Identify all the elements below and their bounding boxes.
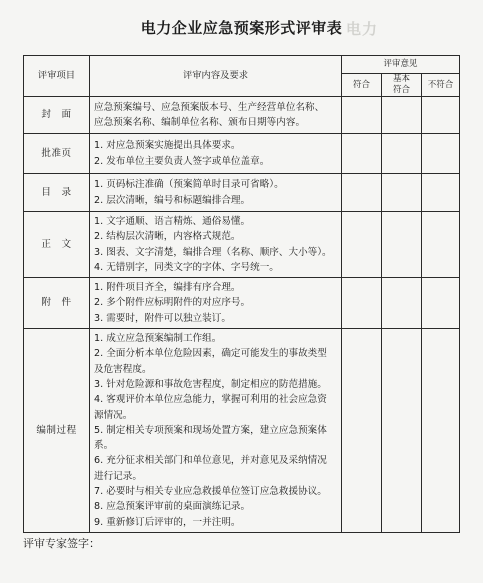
basic-conform-cell[interactable]: [382, 134, 422, 174]
row-item: 正 文: [24, 212, 90, 278]
conform-cell[interactable]: [342, 212, 382, 278]
form-title: 电力企业应急预案形式评审表: [140, 19, 343, 37]
header-item: 评审项目: [24, 56, 90, 97]
row-item: 封 面: [24, 97, 90, 134]
basic-conform-cell[interactable]: [382, 212, 422, 278]
basic-conform-cell[interactable]: [382, 174, 422, 212]
not-conform-cell[interactable]: [422, 329, 460, 533]
row-content: 1. 附件项目齐全，编排有序合理。 2. 多个附件应标明附件的对应序号。 3. 需要时，附件可以独立装订。: [90, 278, 342, 329]
basic-conform-cell[interactable]: [382, 329, 422, 533]
row-item: 附 件: [24, 278, 90, 329]
table-row: [24, 97, 460, 134]
header-conform: 符合: [342, 74, 382, 97]
row-item: 目 录: [24, 174, 90, 212]
review-table: [23, 55, 460, 533]
header-row: [24, 56, 460, 74]
table-row: [24, 329, 460, 533]
header-not-conform: 不符合: [422, 74, 460, 97]
row-content: 应急预案编号、应急预案版本号、生产经营单位名称、 应急预案名称、编制单位名称、颁布日期等内容。: [90, 97, 342, 134]
basic-conform-cell[interactable]: [382, 278, 422, 329]
table-row: [24, 278, 460, 329]
row-content: 1. 页码标注准确（预案简单时目录可省略）。 2. 层次清晰，编号和标题编排合理。: [90, 174, 342, 212]
not-conform-cell[interactable]: [422, 134, 460, 174]
header-content: 评审内容及要求: [90, 56, 342, 97]
basic-conform-cell[interactable]: [382, 97, 422, 134]
bleed-through-text: 电力: [346, 20, 379, 38]
signature-label: 评审专家签字：: [23, 537, 100, 550]
row-item: 批准页: [24, 134, 90, 174]
header-basic-conform: 基本符合: [382, 74, 422, 97]
not-conform-cell[interactable]: [422, 97, 460, 134]
conform-cell[interactable]: [342, 329, 382, 533]
conform-cell[interactable]: [342, 278, 382, 329]
row-content: 1. 成立应急预案编制工作组。 2. 全面分析本单位危险因素，确定可能发生的事故类型及危害程度。 3. 针对危险源和事故危害程度，制定相应的防范措施。 4. 客观评价本单位应急能力，掌握可利用的社会应急资源情况。 5. 制定相关专项预案和现场处置方案，建立应急预案体系。 6. 充分征求相关部门和单位意见，并对意见及采纳情况进行记录。 7. 必要时与相关专业应急救援单位签订应急救援协议。 8. 应急预案评审前的桌面演练记录。 9. 重新修订后评审的，一并注明。: [90, 329, 342, 533]
table-row: [24, 174, 460, 212]
header-opinion: 评审意见: [342, 56, 460, 74]
table-row: [24, 134, 460, 174]
table-row: [24, 212, 460, 278]
conform-cell[interactable]: [342, 97, 382, 134]
not-conform-cell[interactable]: [422, 174, 460, 212]
row-content: 1. 文字通顺、语言精炼、通俗易懂。 2. 结构层次清晰，内容格式规范。 3. 图表、文字清楚，编排合理（名称、顺序、大小等）。 4. 无错别字，同类文字的字体、字号统一。: [90, 212, 342, 278]
conform-cell[interactable]: [342, 174, 382, 212]
conform-cell[interactable]: [342, 134, 382, 174]
not-conform-cell[interactable]: [422, 278, 460, 329]
row-content: 1. 对应急预案实施提出具体要求。 2. 发布单位主要负责人签字或单位盖章。: [90, 134, 342, 174]
not-conform-cell[interactable]: [422, 212, 460, 278]
row-item: 编制过程: [24, 329, 90, 533]
